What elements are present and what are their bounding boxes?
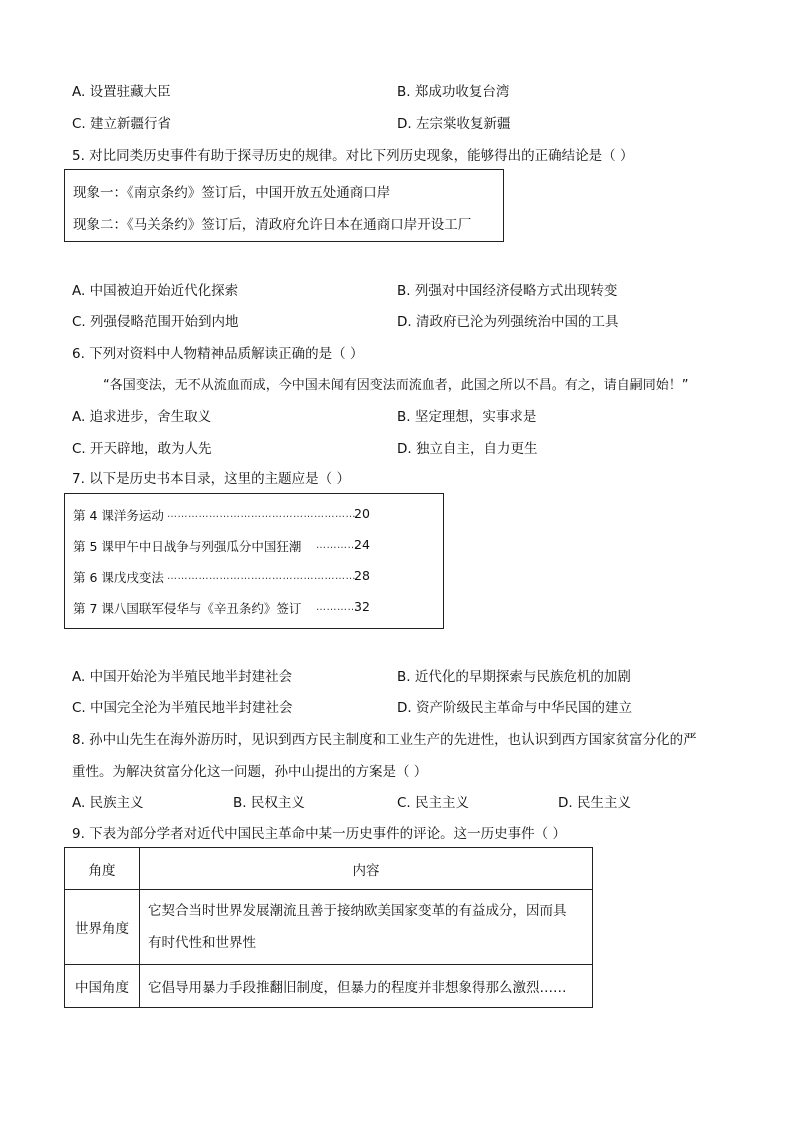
- q8-option-b: B. 民权主义: [233, 795, 305, 811]
- q6-option-b: B. 坚定理想，实事求是: [397, 409, 537, 425]
- q6-option-c: C. 开天辟地，敢为人先: [72, 441, 212, 457]
- q8-option-c: C. 民主主义: [397, 795, 470, 811]
- q5-stem: 5. 对比同类历史事件有助于探寻历史的规律。对比下列历史现象，能够得出的正确结论是（ ）: [72, 148, 634, 164]
- table-header-content: 内容: [140, 848, 593, 890]
- q4-option-b: B. 郑成功收复台湾: [397, 84, 510, 100]
- toc-entry-page: 24: [354, 537, 370, 552]
- q5-option-a: A. 中国被迫开始近代化探索: [72, 283, 239, 299]
- toc-entry-title: 第 4 课洋务运动: [73, 508, 164, 523]
- table-cell-line: 它契合当时世界发展潮流且善于接纳欧美国家变革的有益成分，因而具: [148, 903, 567, 919]
- q6-option-d: D. 独立自主，自力更生: [397, 441, 538, 457]
- q8-stem-line-2: 重性。为解决贫富分化这一问题，孙中山提出的方案是（ ）: [72, 764, 428, 780]
- q7-option-b: B. 近代化的早期探索与民族危机的加剧: [397, 669, 631, 685]
- q7-stem: 7. 以下是历史书本目录，这里的主题应是（ ）: [72, 471, 350, 487]
- toc-entry-title: 第 6 课戊戌变法: [73, 570, 164, 585]
- toc-entry-dots: …………: [316, 540, 358, 551]
- table-row: [65, 890, 593, 965]
- q5-option-c: C. 列强侵略范围开始到内地: [72, 314, 239, 330]
- table-cell-world-content: [140, 890, 593, 965]
- q5-option-b: B. 列强对中国经济侵略方式出现转变: [397, 283, 618, 299]
- q6-quote: “各国变法，无不从流血而成，今中国未闻有因变法而流血者，此国之所以不昌。有之，请自嗣同始！”: [103, 378, 689, 393]
- q8-option-a: A. 民族主义: [72, 795, 144, 811]
- toc-entry-page: 32: [354, 599, 370, 614]
- q5-material-box: [64, 169, 504, 242]
- table-header-row: [65, 848, 593, 890]
- table-cell-line: 有时代性和世界性: [148, 935, 256, 951]
- table-cell-world-angle: 世界角度: [65, 890, 140, 965]
- toc-entry-page: 20: [354, 506, 370, 521]
- toc-entry-dots: ………………………………………………: [167, 509, 356, 520]
- toc-entry-page: 28: [354, 568, 370, 583]
- q6-option-a: A. 追求进步，舍生取义: [72, 409, 212, 425]
- q7-table-of-contents: [64, 493, 444, 629]
- q5-phenomenon-1: 现象一：《南京条约》签订后，中国开放五处通商口岸: [73, 185, 391, 201]
- q7-option-a: A. 中国开始沦为半殖民地半封建社会: [72, 669, 293, 685]
- q9-commentary-table: [64, 847, 593, 1008]
- toc-entry-title: 第 5 课甲午中日战争与列强瓜分中国狂潮: [73, 539, 302, 554]
- table-row: [65, 965, 593, 1008]
- toc-entry-dots: …………: [316, 602, 358, 613]
- q4-option-d: D. 左宗棠收复新疆: [397, 116, 511, 132]
- q6-stem: 6. 下列对资料中人物精神品质解读正确的是（ ）: [72, 346, 364, 362]
- q7-option-c: C. 中国完全沦为半殖民地半封建社会: [72, 700, 293, 716]
- toc-entry-title: 第 7 课八国联军侵华与《辛丑条约》签订: [73, 601, 302, 616]
- toc-entry-dots: ………………………………………………: [167, 571, 356, 582]
- q8-stem-line-1: 8. 孙中山先生在海外游历时，见识到西方民主制度和工业生产的先进性，也认识到西方国家贫富分化的严: [72, 732, 697, 748]
- q7-option-d: D. 资产阶级民主革命与中华民国的建立: [397, 700, 632, 716]
- table-header-angle: 角度: [65, 848, 140, 890]
- q8-option-d: D. 民生主义: [558, 795, 631, 811]
- table-cell-china-angle: 中国角度: [65, 965, 140, 1008]
- q4-option-a: A. 设置驻藏大臣: [72, 84, 171, 100]
- q4-option-c: C. 建立新疆行省: [72, 116, 172, 132]
- q5-option-d: D. 清政府已沦为列强统治中国的工具: [397, 314, 619, 330]
- table-cell-china-content: 它倡导用暴力手段推翻旧制度，但暴力的程度并非想象得那么激烈……: [140, 965, 593, 1008]
- q5-phenomenon-2: 现象二：《马关条约》签订后，清政府允许日本在通商口岸开设工厂: [73, 217, 472, 233]
- q9-stem: 9. 下表为部分学者对近代中国民主革命中某一历史事件的评论。这一历史事件（ ）: [72, 826, 566, 842]
